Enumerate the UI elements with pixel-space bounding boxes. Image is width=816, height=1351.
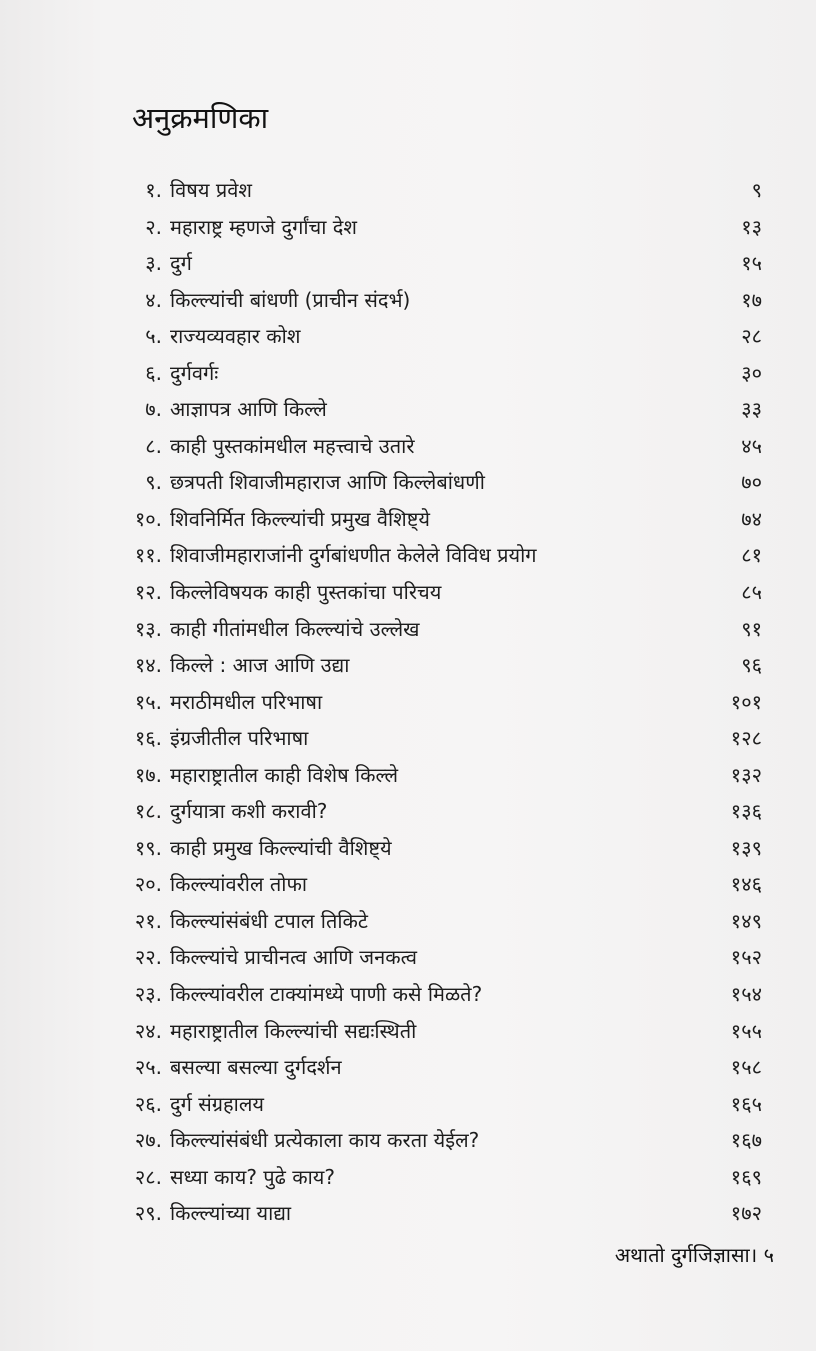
toc-entry bbox=[108, 464, 762, 501]
toc-entry-page-number: १६९ bbox=[730, 1164, 762, 1189]
toc-entry bbox=[108, 355, 762, 392]
toc-entry-number: २७. bbox=[134, 1128, 162, 1153]
page-title: अनुक्रमणिका bbox=[132, 101, 269, 135]
toc-entry-page-number: ८५ bbox=[741, 580, 762, 605]
toc-entry bbox=[108, 209, 762, 246]
toc-entry-page-number: १७२ bbox=[730, 1201, 762, 1226]
toc-entry-title: किल्ल्यांसंबंधी प्रत्येकाला काय करता येईल? bbox=[170, 1128, 480, 1153]
toc-entry bbox=[108, 903, 762, 940]
toc-entry-title: विषय प्रवेश bbox=[170, 178, 252, 202]
toc-entry-page-number: ७४ bbox=[741, 506, 762, 531]
toc-entry-page-number: १५ bbox=[741, 251, 762, 276]
toc-entry bbox=[108, 428, 762, 465]
toc-entry bbox=[108, 1195, 762, 1232]
toc-entry-title: किल्ल्यांची बांधणी (प्राचीन संदर्भ) bbox=[170, 287, 411, 312]
toc-entry bbox=[108, 282, 762, 319]
toc-entry bbox=[108, 830, 762, 867]
toc-entry-title: दुर्गवर्गः bbox=[170, 360, 219, 385]
toc-entry-number: ११. bbox=[134, 543, 162, 568]
toc-entry-number: २९. bbox=[134, 1201, 162, 1226]
toc-entry bbox=[108, 1049, 762, 1086]
toc-entry-page-number: १३६ bbox=[730, 799, 762, 824]
toc-entry-title: दुर्ग संग्रहालय bbox=[170, 1091, 264, 1116]
toc-entry-number: २. bbox=[145, 214, 162, 239]
toc-entry-page-number: ९१ bbox=[741, 616, 762, 641]
toc-entry-number: ८. bbox=[145, 433, 162, 458]
toc-entry-page-number: १४९ bbox=[730, 908, 762, 933]
toc-entry-page-number: ३० bbox=[741, 360, 762, 385]
toc-entry bbox=[108, 793, 762, 830]
toc-entry-number: १८. bbox=[134, 799, 162, 824]
toc-entry bbox=[108, 1159, 762, 1196]
table-of-contents bbox=[108, 172, 762, 1232]
toc-entry bbox=[108, 976, 762, 1013]
toc-entry-page-number: ४५ bbox=[741, 433, 762, 458]
toc-entry bbox=[108, 1086, 762, 1123]
toc-entry-number: १६. bbox=[134, 726, 162, 751]
toc-entry-page-number: १६५ bbox=[730, 1091, 762, 1116]
toc-entry-number: ९. bbox=[145, 470, 162, 495]
toc-entry-title: महाराष्ट्रातील किल्ल्यांची सद्यःस्थिती bbox=[170, 1018, 417, 1043]
toc-entry-page-number: १३ bbox=[741, 214, 762, 239]
toc-entry-title: मराठीमधील परिभाषा bbox=[170, 689, 323, 714]
toc-entry-title: महाराष्ट्रातील काही विशेष किल्ले bbox=[170, 762, 399, 787]
toc-entry-number: १०. bbox=[134, 506, 162, 531]
toc-entry-number: ७. bbox=[145, 397, 162, 422]
toc-entry-page-number: १०१ bbox=[730, 689, 762, 714]
toc-entry bbox=[108, 318, 762, 355]
toc-entry-page-number: ३३ bbox=[741, 397, 762, 422]
toc-entry-title: किल्ले : आज आणि उद्या bbox=[170, 653, 350, 678]
toc-entry-title: बसल्या बसल्या दुर्गदर्शन bbox=[170, 1055, 342, 1080]
toc-entry-title: इंग्रजीतील परिभाषा bbox=[170, 726, 309, 751]
toc-entry-page-number: १६७ bbox=[730, 1128, 762, 1153]
toc-entry-number: ५. bbox=[145, 324, 162, 349]
toc-entry-title: दुर्ग bbox=[170, 251, 192, 276]
toc-entry-title: आज्ञापत्र आणि किल्ले bbox=[170, 397, 327, 422]
toc-entry-number: २६. bbox=[134, 1091, 162, 1116]
toc-entry bbox=[108, 866, 762, 903]
toc-entry bbox=[108, 684, 762, 721]
page-footer: अथातो दुर्गजिज्ञासा। ५ bbox=[614, 1243, 774, 1267]
toc-entry-title: किल्ल्यांसंबंधी टपाल तिकिटे bbox=[170, 908, 368, 933]
toc-entry-page-number: १३९ bbox=[730, 835, 762, 860]
toc-entry-title: किल्ल्यांवरील तोफा bbox=[170, 872, 308, 897]
toc-entry-number: १५. bbox=[134, 689, 162, 714]
toc-entry-number: २२. bbox=[134, 945, 162, 970]
toc-entry-page-number: १५२ bbox=[730, 945, 762, 970]
toc-entry bbox=[108, 939, 762, 976]
toc-entry bbox=[108, 391, 762, 428]
toc-entry-page-number: १७ bbox=[741, 287, 762, 312]
toc-entry-page-number: ८१ bbox=[741, 543, 762, 568]
toc-entry-page-number: १५८ bbox=[730, 1055, 762, 1080]
toc-entry-title: किल्ल्यांच्या याद्या bbox=[170, 1201, 292, 1226]
toc-entry bbox=[108, 537, 762, 574]
toc-entry-number: २८. bbox=[134, 1164, 162, 1189]
toc-entry bbox=[108, 720, 762, 757]
toc-entry-page-number: ९ bbox=[751, 178, 762, 202]
toc-entry-number: २४. bbox=[134, 1018, 162, 1043]
toc-entry-title: किल्ल्यांवरील टाक्यांमध्ये पाणी कसे मिळते? bbox=[170, 982, 483, 1007]
toc-entry-number: २०. bbox=[134, 872, 162, 897]
toc-entry bbox=[108, 574, 762, 611]
toc-entry bbox=[108, 172, 762, 209]
toc-entry bbox=[108, 757, 762, 794]
toc-entry-page-number: १३२ bbox=[730, 762, 762, 787]
toc-entry-page-number: १५४ bbox=[730, 982, 762, 1007]
toc-entry-page-number: १२८ bbox=[730, 726, 762, 751]
toc-entry-number: ३. bbox=[145, 251, 162, 276]
toc-entry-page-number: १४६ bbox=[730, 872, 762, 897]
toc-entry-page-number: २८ bbox=[741, 324, 762, 349]
toc-entry-number: २१. bbox=[134, 908, 162, 933]
toc-entry-title: शिवनिर्मित किल्ल्यांची प्रमुख वैशिष्ट्ये bbox=[170, 506, 431, 531]
toc-entry bbox=[108, 501, 762, 538]
toc-entry-title: छत्रपती शिवाजीमहाराज आणि किल्लेबांधणी bbox=[170, 470, 485, 495]
toc-entry-page-number: १५५ bbox=[730, 1018, 762, 1043]
toc-entry-number: २३. bbox=[134, 982, 162, 1007]
toc-entry-number: ४. bbox=[145, 287, 162, 312]
toc-entry-title: राज्यव्यवहार कोश bbox=[170, 324, 301, 349]
toc-entry-title: सध्या काय? पुढे काय? bbox=[170, 1164, 336, 1189]
toc-entry-number: १४. bbox=[134, 653, 162, 678]
toc-entry bbox=[108, 1013, 762, 1050]
toc-entry bbox=[108, 245, 762, 282]
toc-entry bbox=[108, 611, 762, 648]
toc-entry-title: महाराष्ट्र म्हणजे दुर्गांचा देश bbox=[170, 214, 357, 239]
toc-entry-number: १९. bbox=[134, 835, 162, 860]
toc-entry-title: काही गीतांमधील किल्ल्यांचे उल्लेख bbox=[170, 616, 420, 641]
toc-entry-number: १२. bbox=[134, 580, 162, 605]
toc-entry-number: १. bbox=[145, 178, 162, 202]
toc-entry bbox=[108, 647, 762, 684]
toc-entry-title: शिवाजीमहाराजांनी दुर्गबांधणीत केलेले विविध प्रयोग bbox=[170, 543, 537, 568]
toc-entry-number: १७. bbox=[134, 762, 162, 787]
toc-entry-title: काही प्रमुख किल्ल्यांची वैशिष्ट्ये bbox=[170, 835, 392, 860]
toc-entry-title: किल्लेविषयक काही पुस्तकांचा परिचय bbox=[170, 580, 442, 605]
toc-entry-number: ६. bbox=[145, 360, 162, 385]
toc-entry-title: किल्ल्यांचे प्राचीनत्व आणि जनकत्व bbox=[170, 945, 418, 970]
toc-entry-title: काही पुस्तकांमधील महत्त्वाचे उतारे bbox=[170, 433, 415, 458]
toc-entry bbox=[108, 1122, 762, 1159]
toc-entry-number: २५. bbox=[134, 1055, 162, 1080]
toc-entry-title: दुर्गयात्रा कशी करावी? bbox=[170, 799, 328, 824]
toc-entry-page-number: ९६ bbox=[741, 653, 762, 678]
toc-entry-number: १३. bbox=[134, 616, 162, 641]
toc-entry-page-number: ७० bbox=[741, 470, 762, 495]
